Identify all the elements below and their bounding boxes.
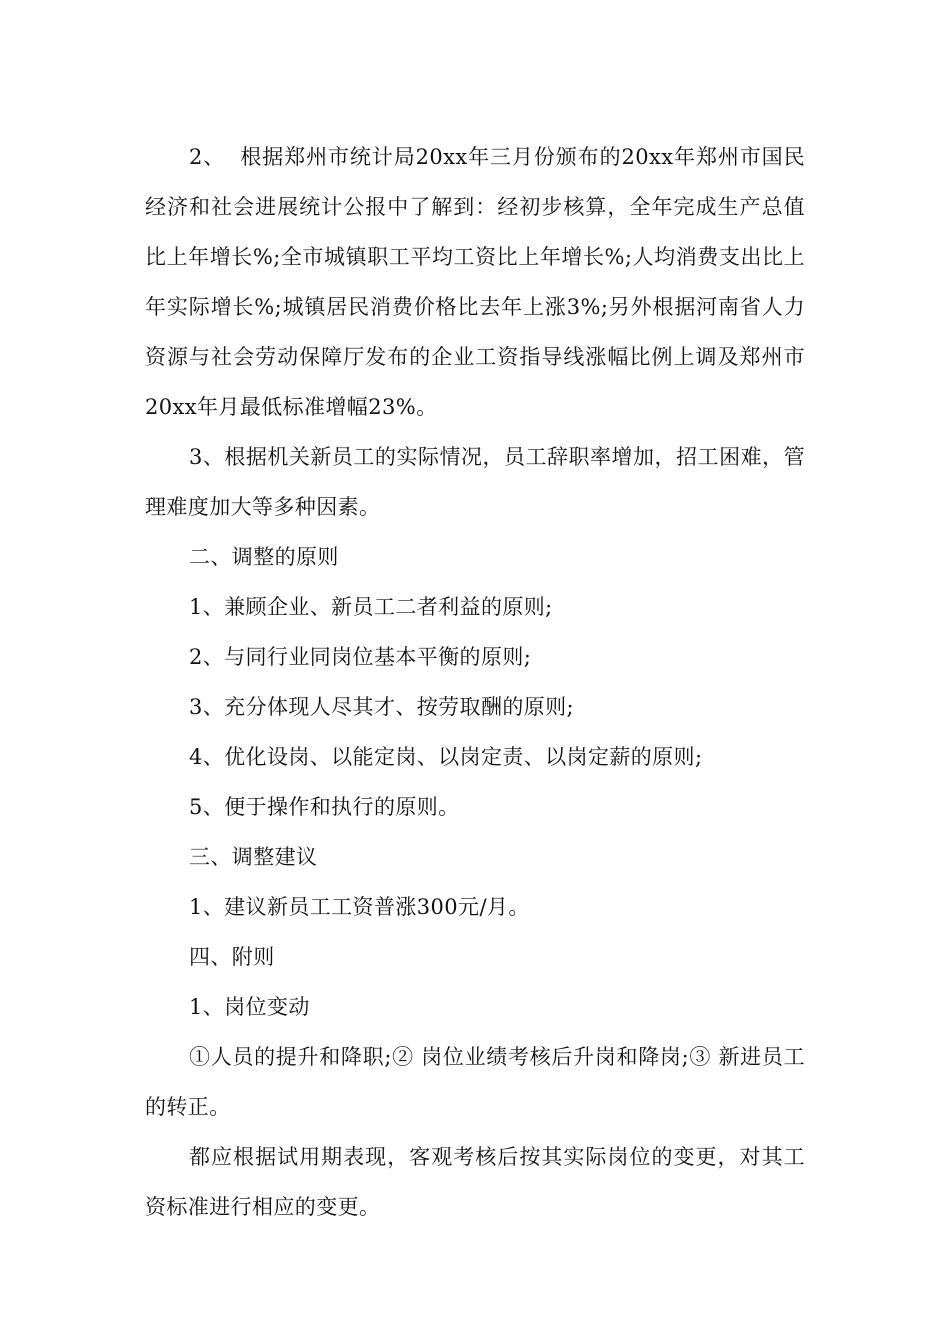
- section-heading-suggestions: 三、调整建议: [189, 845, 318, 869]
- paragraph-cost-basis: 2、 根据郑州市统计局20xx年三月份颁布的20xx年郑州市国民经济和社会进展统计公报中了解到：经初步核算，全年完成生产总值比上年增长%;全市城镇职工平均工资比上年增长%;人均消费支出比上年实际增长%;城镇居民消费价格比去年上涨3%;另外根据河南省人力资源与社会劳动保障厅发布的企业工资指导线涨幅比例上调及郑州市20xx年月最低标准增幅23%。: [145, 145, 805, 419]
- principle-item-4: 4、优化设岗、以能定岗、以岗定责、以岗定薪的原则;: [189, 745, 703, 769]
- section-heading-principles: 二、调整的原则: [189, 545, 339, 569]
- appendix-salary-adjustment: 都应根据试用期表现，客观考核后按其实际岗位的变更，对其工资标准进行相应的变更。: [145, 1145, 805, 1219]
- appendix-position-changes: ①人员的提升和降职;② 岗位业绩考核后升岗和降岗;③ 新进员工的转正。: [145, 1045, 805, 1119]
- principle-item-5: 5、便于操作和执行的原则。: [189, 795, 460, 819]
- paragraph-staff-situation: 3、根据机关新员工的实际情况，员工辞职率增加，招工困难，管理难度加大等多种因素。: [145, 445, 805, 519]
- document-body: [145, 132, 805, 1232]
- principle-item-2: 2、与同行业同岗位基本平衡的原则;: [189, 645, 532, 669]
- principle-item-1: 1、兼顾企业、新员工二者利益的原则;: [189, 595, 553, 619]
- appendix-item-1: 1、岗位变动: [189, 995, 310, 1019]
- suggestion-item-1: 1、建议新员工工资普涨300元/月。: [189, 895, 530, 919]
- section-heading-appendix: 四、附则: [189, 945, 275, 969]
- principle-item-3: 3、充分体现人尽其才、按劳取酬的原则;: [189, 695, 575, 719]
